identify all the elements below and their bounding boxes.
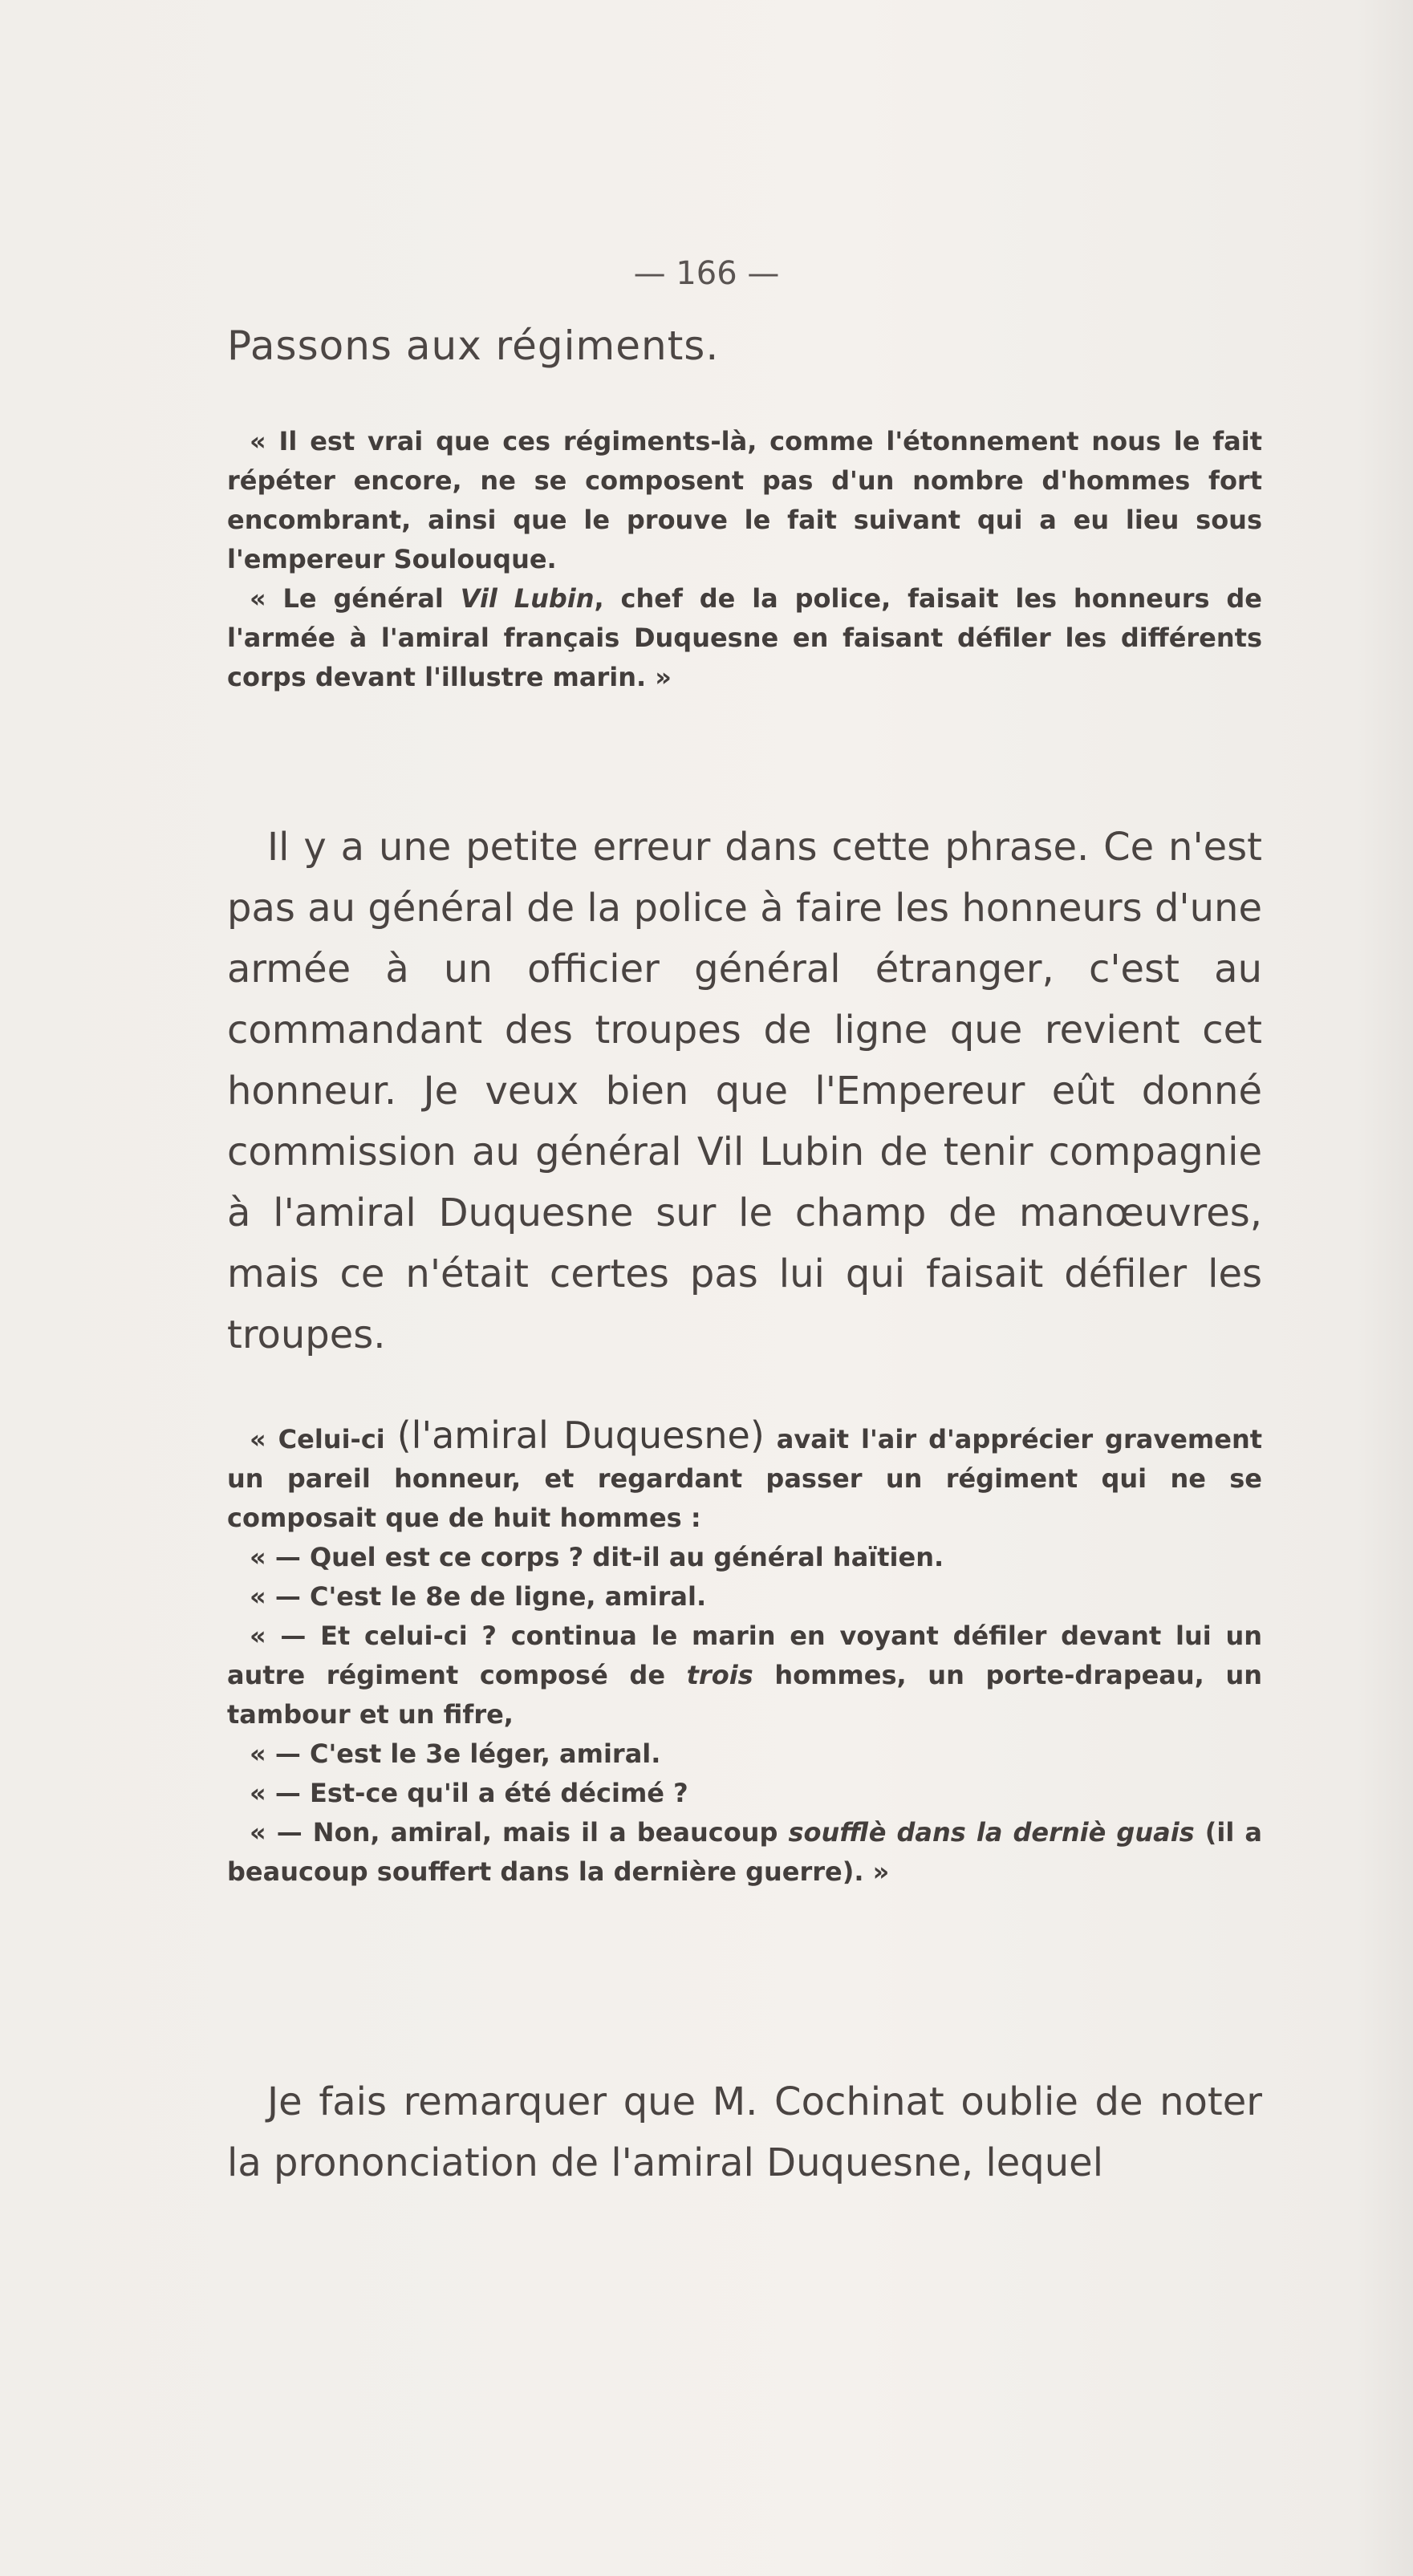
body-paragraph-1 <box>227 817 1262 1365</box>
quote2-l4-italic: trois <box>686 1660 753 1690</box>
quote-block-2 <box>227 1416 1262 1892</box>
quote2-line-6: « — Est-ce qu'il a été décimé ? <box>250 1778 688 1808</box>
quote1-p2-italic: Vil Lubin <box>460 583 595 614</box>
quote2-line-5: « — C'est le 3e léger, amiral. <box>250 1738 661 1769</box>
quote2-line-4 <box>227 1617 1262 1734</box>
body-paragraph-2-text: Je fais remarquer que M. Cochinat oublie de noter la prononciation de l'amiral Duquesne, lequel <box>227 2079 1262 2185</box>
quote2-l1-start: « Celui-ci <box>250 1424 397 1454</box>
quote2-l7-start: « — Non, amiral, mais il a beaucoup <box>250 1817 789 1848</box>
quote2-l4-start: « — Et celui-ci ? continua le marin en voyant défiler devant lui un autre régiment composé de <box>227 1621 1262 1690</box>
quote2-l1-end: avait l'air d'apprécier gravement un pareil honneur, et regardant passer un régiment qui ne se composait que de huit hommes : <box>227 1424 1263 1533</box>
body-paragraph-2 <box>227 2071 1262 2193</box>
quote2-line-2: « — Quel est ce corps ? dit-il au général haïtien. <box>250 1542 944 1572</box>
quote2-l7-end: (il a beaucoup souffert dans la dernière guerre). » <box>227 1817 1263 1887</box>
quote2-l7-italic: soufflè dans la derniè guais <box>788 1817 1195 1848</box>
body-paragraph-1-text: Il y a une petite erreur dans cette phrase. Ce n'est pas au général de la police à faire les honneurs d'une armée à un officier général étranger, c'est au commandant des troupes de ligne que revient cet honneur. Je veux bien que l'Empereur eût donné commission au général Vil Lubin de tenir compagnie à l'amiral Duquesne sur le champ de manœuvres, mais ce n'était certes pas lui qui faisait défiler les troupes. <box>227 825 1262 1357</box>
section-heading: Passons aux régiments. <box>227 323 720 369</box>
quote2-l1-aside: (l'amiral Duquesne) <box>396 1414 765 1457</box>
quote2-l4-end: hommes, un porte-drapeau, un tambour et un fifre, <box>227 1660 1262 1730</box>
page-number: — 166 — <box>633 255 780 292</box>
quote1-paragraph-1: « Il est vrai que ces régiments-là, comme l'étonnement nous le fait répéter encore, ne se composent pas d'un nombre d'hommes fort encombrant, ainsi que le prouve le fait suivant qui a eu lieu sous l'empereur Soulouque. <box>227 426 1262 574</box>
quote1-p2-start: « Le général <box>250 583 461 614</box>
quote2-line-7 <box>227 1813 1262 1892</box>
quote-block-1 <box>227 422 1262 697</box>
quote1-paragraph-2 <box>227 579 1262 697</box>
quote2-line-3: « — C'est le 8e de ligne, amiral. <box>250 1581 707 1612</box>
quote1-p2-end: , chef de la police, faisait les honneurs de l'armée à l'amiral français Duquesne en faisant défiler les différents corps devant l'illustre marin. » <box>227 583 1263 692</box>
quote2-line-1 <box>227 1416 1262 1538</box>
